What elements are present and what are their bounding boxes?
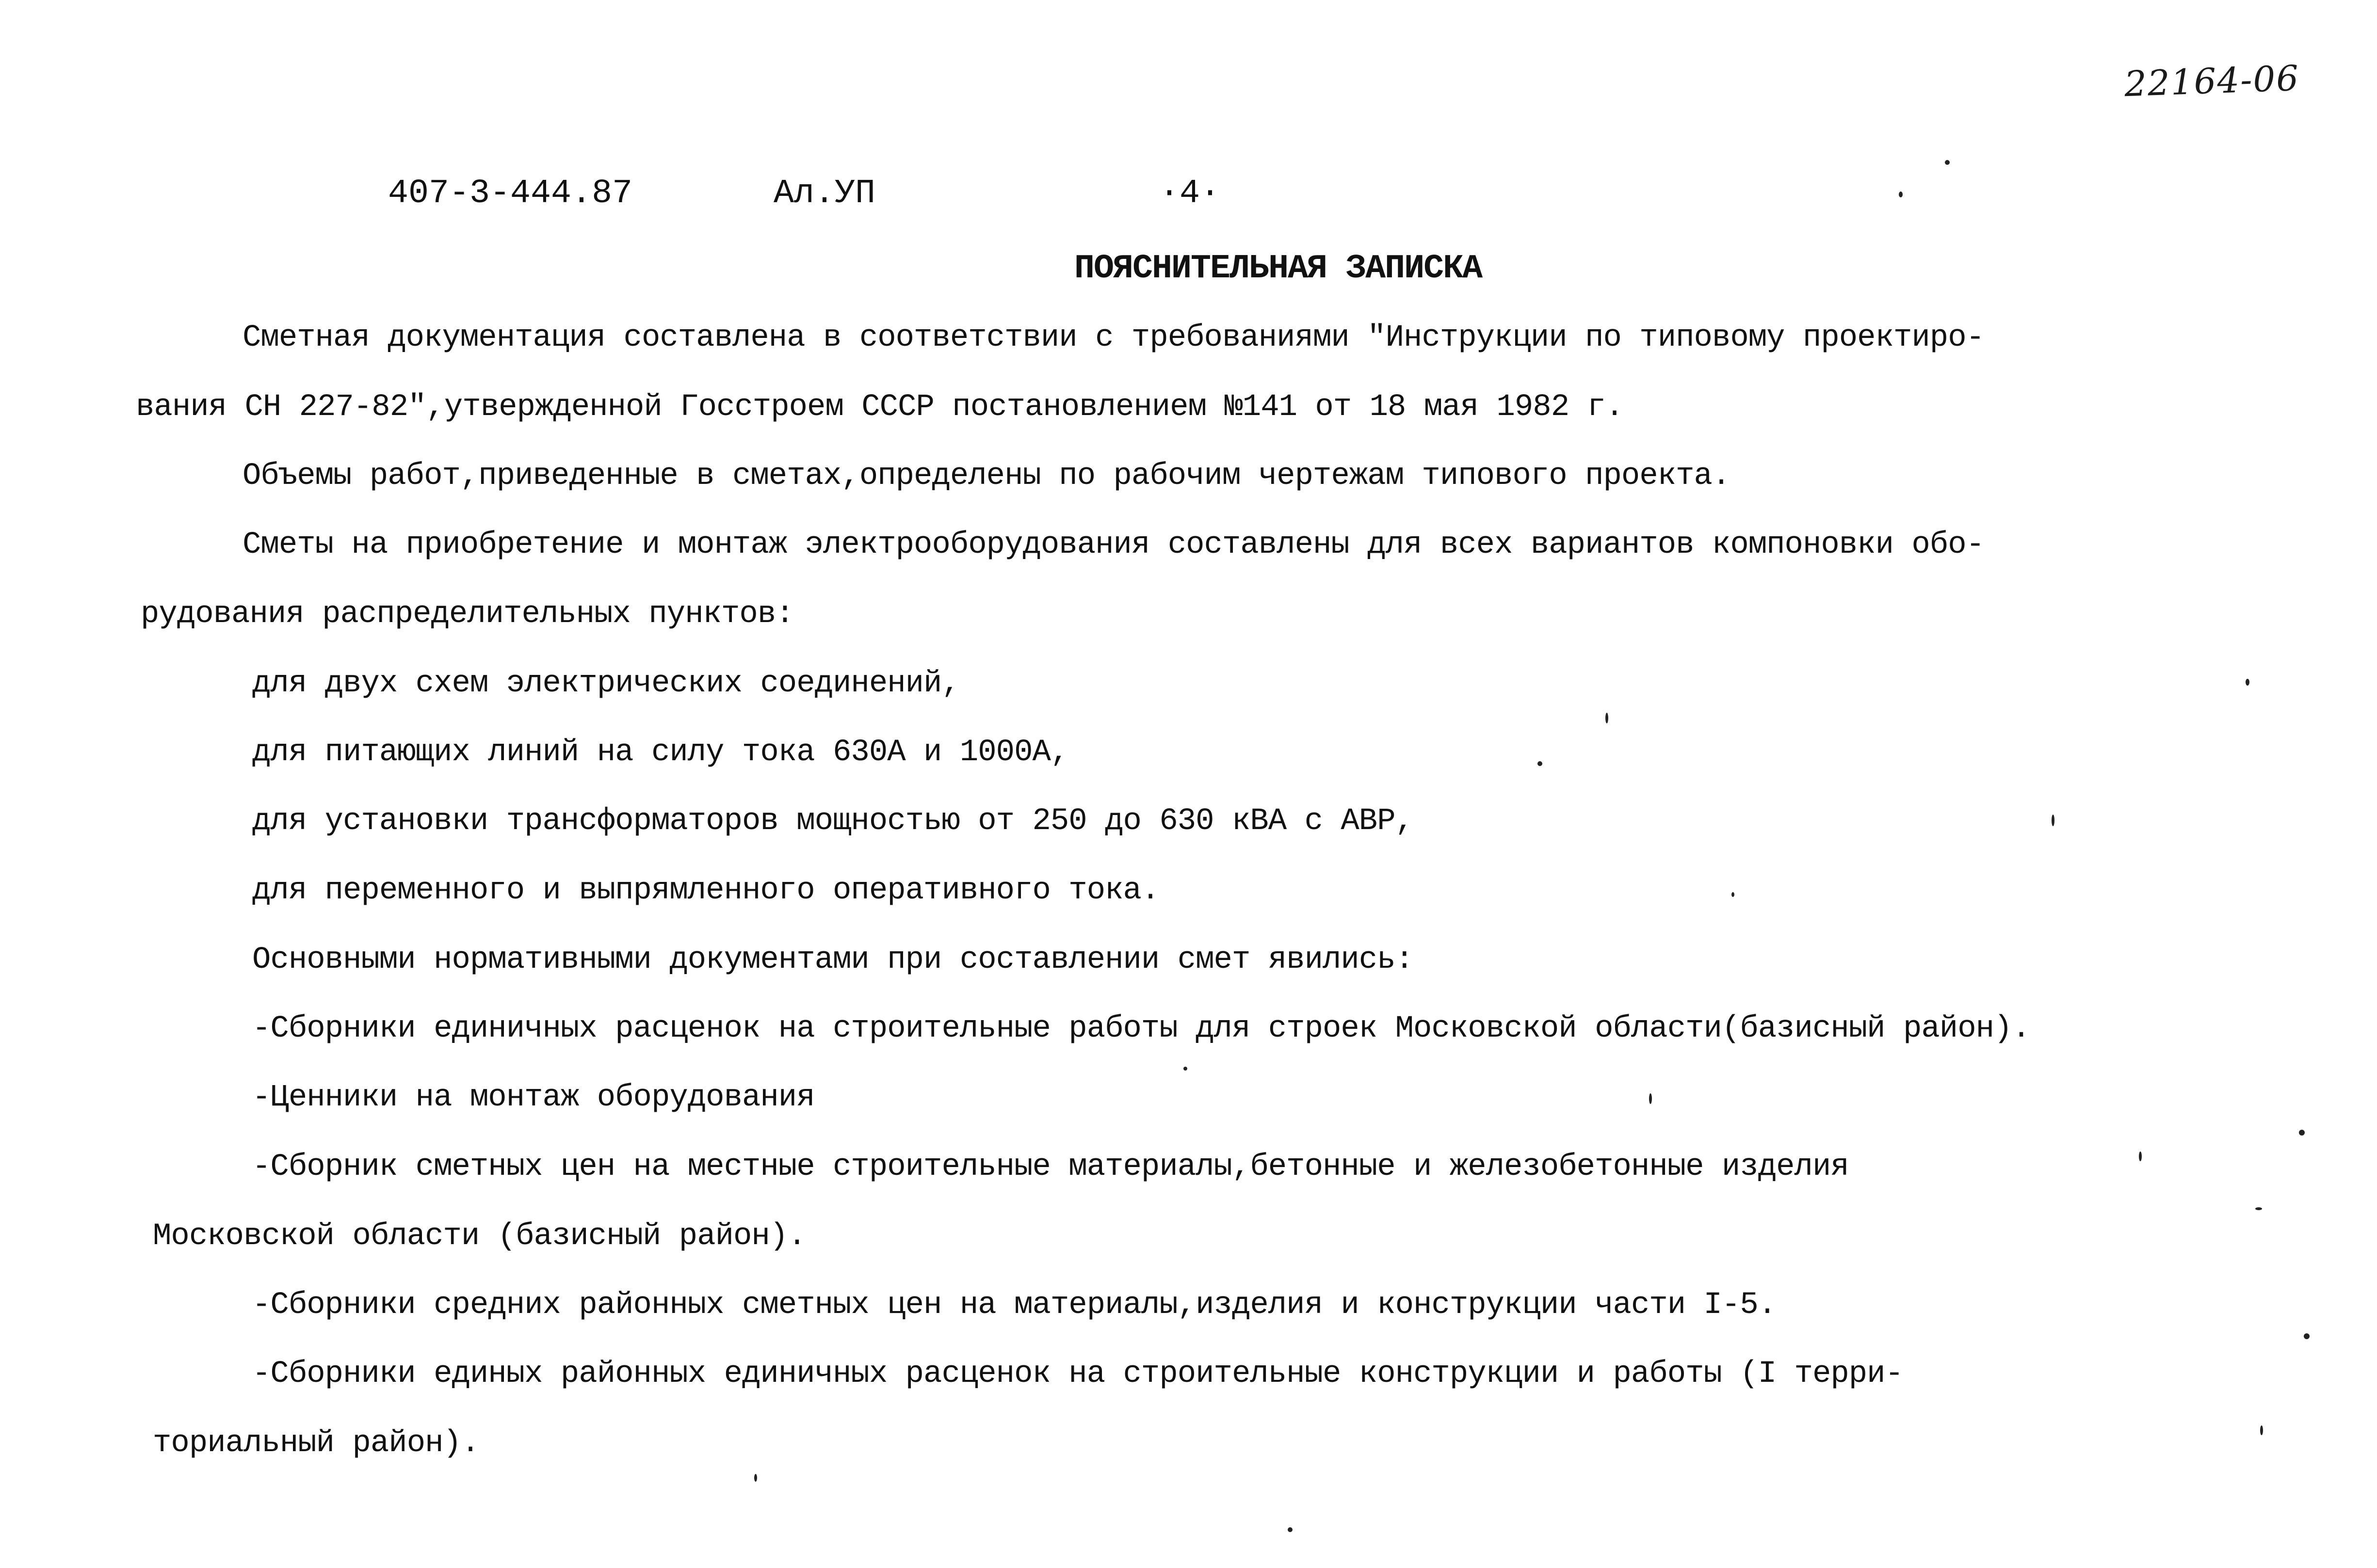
album-number: Ал.УП xyxy=(774,175,876,213)
paragraph-line: рудования распределительных пунктов: xyxy=(141,597,794,632)
scan-speck xyxy=(1945,160,1950,165)
scan-speck xyxy=(2260,1425,2263,1435)
list-item: для питающих линий на силу тока 630А и 1000А, xyxy=(252,735,1069,770)
scan-speck xyxy=(1288,1527,1293,1532)
paragraph-line: Сметная документация составлена в соответствии с требованиями "Инструкции по типовому проектиро- xyxy=(243,320,1984,355)
list-item: -Сборники единичных расценок на строительные работы для строек Московской области(базисный район). xyxy=(252,1011,2030,1046)
paragraph-line: Основными нормативными документами при составлении смет явились: xyxy=(252,943,1413,977)
page-title: ПОЯСНИТЕЛЬНАЯ ЗАПИСКА xyxy=(1074,250,1482,288)
document-code: 407-3-444.87 xyxy=(388,175,633,213)
list-item: для двух схем электрических соединений, xyxy=(252,666,960,701)
scan-speck xyxy=(2139,1152,2142,1161)
scan-speck xyxy=(2246,679,2249,686)
list-item-continuation: Московской области (базисный район). xyxy=(153,1219,806,1254)
scan-speck xyxy=(1731,892,1734,897)
list-item: для переменного и выпрямленного оперативного тока. xyxy=(252,873,1160,908)
list-item: -Ценники на монтаж оборудования xyxy=(252,1080,815,1115)
scan-speck xyxy=(2304,1333,2310,1339)
scan-speck xyxy=(2299,1130,2305,1136)
scan-speck xyxy=(754,1474,757,1482)
scan-speck xyxy=(1649,1093,1652,1104)
list-item: для установки трансформаторов мощностью от 250 до 630 кВА с АВР, xyxy=(252,804,1413,839)
scan-speck xyxy=(2255,1207,2262,1210)
scan-speck xyxy=(1183,1067,1187,1071)
scan-speck xyxy=(2052,815,2054,826)
scan-speck xyxy=(1899,192,1903,197)
scan-speck xyxy=(1537,761,1542,766)
list-item: -Сборники средних районных сметных цен на материалы,изделия и конструкции части I-5. xyxy=(252,1288,1777,1323)
page-number: ·4· xyxy=(1159,175,1221,213)
paragraph-line: Объемы работ,приведенные в сметах,определены по рабочим чертежам типового проекта. xyxy=(243,459,1730,494)
scan-speck xyxy=(1605,713,1608,723)
list-item-continuation: ториальный район). xyxy=(153,1426,480,1461)
handwritten-inventory-number: 22164-06 xyxy=(2123,57,2300,105)
list-item: -Сборник сметных цен на местные строительные материалы,бетонные и железобетонные изделия xyxy=(252,1150,1849,1184)
paragraph-line: вания СН 227-82",утвержденной Госстроем СССР постановлением №141 от 18 мая 1982 г. xyxy=(136,390,1624,425)
list-item: -Сборники единых районных единичных расценок на строительные конструкции и работы (I терри- xyxy=(252,1357,1903,1392)
paragraph-line: Сметы на приобретение и монтаж электрооборудования составлены для всех вариантов компоновки обо- xyxy=(243,528,1984,562)
